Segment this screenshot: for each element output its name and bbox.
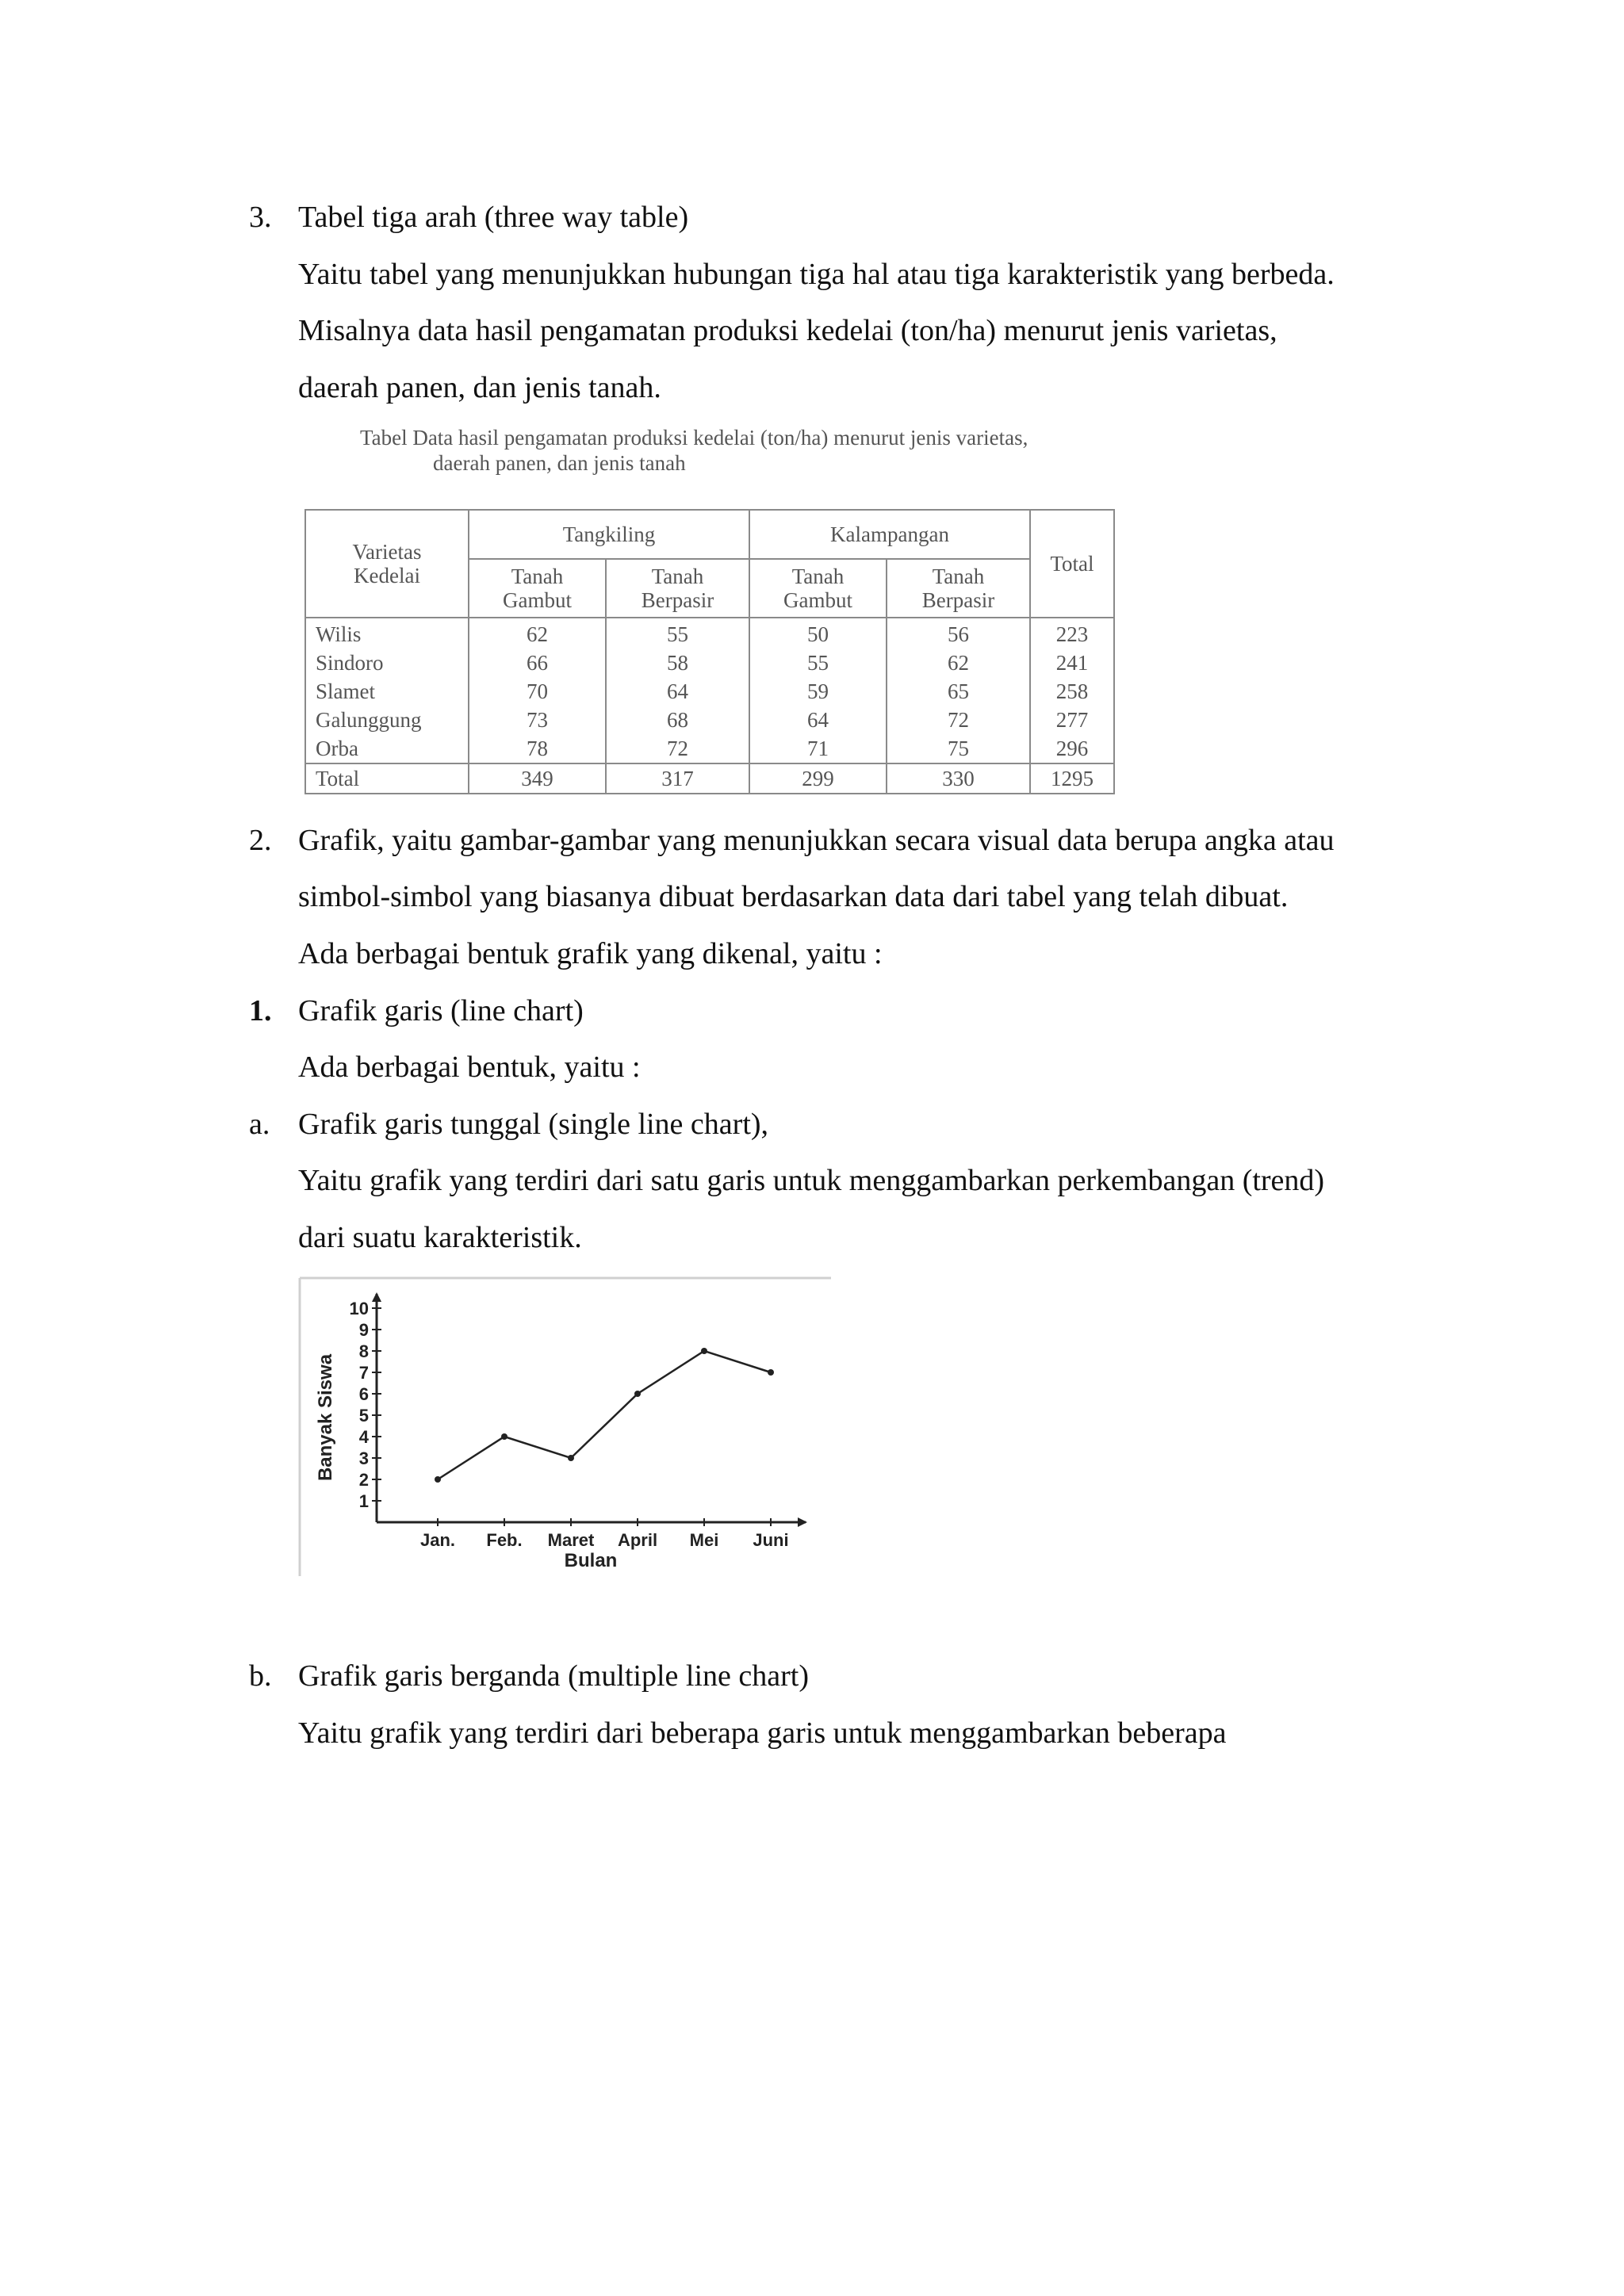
y-tick-label: 9 <box>358 1320 369 1340</box>
cell: 66 <box>469 649 606 677</box>
section-2-line-3: Ada berbagai bentuk grafik yang dikenal, yaitu : <box>298 937 883 970</box>
cell: 62 <box>887 649 1030 677</box>
y-tick-label: 10 <box>349 1299 369 1318</box>
section-1-number: 1. <box>249 994 272 1027</box>
row-name: Orba <box>305 734 469 763</box>
row-name: Slamet <box>305 677 469 706</box>
row-name: Sindoro <box>305 649 469 677</box>
table-row <box>305 649 1114 677</box>
subheader-gambut-1: Tanah Gambut <box>469 559 606 618</box>
cell: 62 <box>469 618 606 649</box>
cell: 55 <box>606 618 749 649</box>
table-total-row <box>305 763 1114 794</box>
soybean-production-table <box>304 509 1115 794</box>
sub-a-line-1: Yaitu grafik yang terdiri dari satu garis untuk menggambarkan perkembangan (trend) <box>298 1164 1325 1197</box>
sub-a-heading: Grafik garis tunggal (single line chart), <box>298 1108 769 1141</box>
table-row <box>305 618 1114 649</box>
table-row <box>305 734 1114 763</box>
data-point <box>435 1476 441 1483</box>
section-3-line-2: Misalnya data hasil pengamatan produksi kedelai (ton/ha) menurut jenis varietas, <box>298 314 1277 347</box>
y-axis-title: Banyak Siswa <box>315 1353 336 1482</box>
cell: 75 <box>887 734 1030 763</box>
x-tick-label: Maret <box>547 1530 595 1550</box>
section-3-heading: Tabel tiga arah (three way table) <box>298 201 689 234</box>
table-row <box>305 677 1114 706</box>
data-point <box>568 1455 574 1461</box>
data-point <box>768 1369 774 1376</box>
cell: 330 <box>887 763 1030 794</box>
y-tick-label: 2 <box>358 1470 369 1490</box>
row-name: Galunggung <box>305 706 469 734</box>
y-tick-label: 5 <box>358 1406 369 1425</box>
region-tangkiling-header: Tangkiling <box>469 510 749 559</box>
cell: 72 <box>606 734 749 763</box>
subheader-berpasir-2: Tanah Berpasir <box>887 559 1030 618</box>
cell: 223 <box>1030 618 1114 649</box>
varietas-header <box>305 510 469 618</box>
table-caption-line-1: Tabel Data hasil pengamatan produksi kedelai (ton/ha) menurut jenis varietas, <box>360 426 1028 450</box>
cell: 73 <box>469 706 606 734</box>
cell: 58 <box>606 649 749 677</box>
x-tick-label: Juni <box>753 1530 789 1550</box>
section-2-line-1: Grafik, yaitu gambar-gambar yang menunjukkan secara visual data berupa angka atau <box>298 824 1335 857</box>
cell: 78 <box>469 734 606 763</box>
data-point <box>501 1433 508 1440</box>
row-name: Wilis <box>305 618 469 649</box>
section-2-number: 2. <box>249 824 272 857</box>
x-tick-label: April <box>617 1530 658 1550</box>
sub-b-line: Yaitu grafik yang terdiri dari beberapa garis untuk menggambarkan beberapa <box>298 1716 1227 1750</box>
cell: 56 <box>887 618 1030 649</box>
sub-b-letter: b. <box>249 1659 272 1693</box>
table-row <box>305 706 1114 734</box>
section-2-line-2: simbol-simbol yang biasanya dibuat berdasarkan data dari tabel yang telah dibuat. <box>298 880 1289 913</box>
x-axis-title: Bulan <box>564 1550 618 1571</box>
section-3-number: 3. <box>249 201 272 234</box>
cell: 72 <box>887 706 1030 734</box>
cell: 68 <box>606 706 749 734</box>
varietas-header-line-1: Varietas <box>352 540 422 564</box>
cell: 258 <box>1030 677 1114 706</box>
x-tick-label: Mei <box>689 1530 719 1550</box>
chart-svg <box>298 1276 833 1578</box>
table-caption-line-2: daerah panen, dan jenis tanah <box>433 451 686 475</box>
x-tick-label: Jan. <box>419 1530 456 1550</box>
cell: 59 <box>749 677 887 706</box>
total-header: Total <box>1030 510 1114 618</box>
section-3-line-1: Yaitu tabel yang menunjukkan hubungan tiga hal atau tiga karakteristik yang berbeda. <box>298 258 1335 291</box>
sub-a-letter: a. <box>249 1108 270 1141</box>
cell: 64 <box>749 706 887 734</box>
varietas-header-line-2: Kedelai <box>354 564 420 587</box>
section-1-heading: Grafik garis (line chart) <box>298 994 584 1027</box>
subheader-berpasir-1: Tanah Berpasir <box>606 559 749 618</box>
y-tick-label: 6 <box>358 1384 369 1404</box>
cell: 65 <box>887 677 1030 706</box>
x-tick-label: Feb. <box>486 1530 523 1550</box>
cell: 349 <box>469 763 606 794</box>
cell: 317 <box>606 763 749 794</box>
cell: 277 <box>1030 706 1114 734</box>
table-figure <box>304 419 1129 806</box>
data-point <box>701 1348 707 1354</box>
y-tick-label: 4 <box>358 1427 369 1447</box>
subheader-gambut-2: Tanah Gambut <box>749 559 887 618</box>
y-tick-label: 3 <box>358 1448 369 1468</box>
sub-b-heading: Grafik garis berganda (multiple line chart) <box>298 1659 809 1693</box>
y-tick-label: 7 <box>358 1363 369 1383</box>
cell: 296 <box>1030 734 1114 763</box>
cell: 1295 <box>1030 763 1114 794</box>
cell: 55 <box>749 649 887 677</box>
row-name: Total <box>305 763 469 794</box>
cell: 299 <box>749 763 887 794</box>
cell: 241 <box>1030 649 1114 677</box>
y-tick-label: 1 <box>358 1491 369 1511</box>
region-kalampangan-header: Kalampangan <box>749 510 1030 559</box>
cell: 70 <box>469 677 606 706</box>
y-tick-label: 8 <box>358 1341 369 1361</box>
sub-a-line-2: dari suatu karakteristik. <box>298 1221 582 1254</box>
cell: 71 <box>749 734 887 763</box>
single-line-chart <box>298 1276 833 1578</box>
data-point <box>634 1391 641 1397</box>
section-3-line-3: daerah panen, dan jenis tanah. <box>298 371 661 404</box>
cell: 50 <box>749 618 887 649</box>
section-1-line: Ada berbagai bentuk, yaitu : <box>298 1050 641 1084</box>
cell: 64 <box>606 677 749 706</box>
